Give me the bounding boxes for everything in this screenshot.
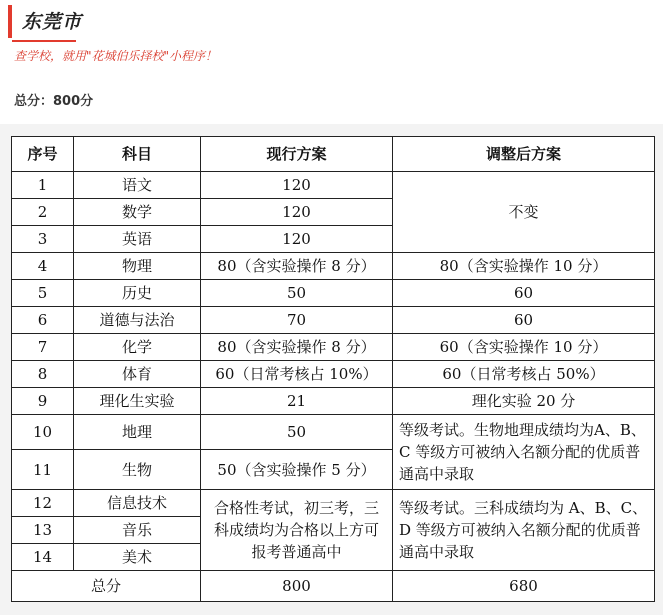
title-underline xyxy=(12,40,76,42)
row-current: 120 xyxy=(201,199,393,226)
row-no: 8 xyxy=(12,361,74,388)
row-no: 5 xyxy=(12,280,74,307)
row-subject: 音乐 xyxy=(74,517,201,544)
row-subject: 信息技术 xyxy=(74,490,201,517)
table-header-row xyxy=(12,137,655,172)
row-current: 120 xyxy=(201,172,393,199)
row-adjusted-merged: 不变 xyxy=(393,172,655,253)
total-score-line: 总分：800分 xyxy=(14,94,94,109)
exam-subject-table xyxy=(11,136,655,602)
row-subject: 地理 xyxy=(74,415,201,450)
row-current-merged: 合格性考试，初三考，三科成绩均为合格以上方可报考普通高中 xyxy=(201,490,393,571)
row-no: 1 xyxy=(12,172,74,199)
row-subject: 生物 xyxy=(74,450,201,490)
total-current: 800 xyxy=(201,571,393,602)
row-no: 6 xyxy=(12,307,74,334)
row-current: 80（含实验操作 8 分） xyxy=(201,253,393,280)
row-no: 2 xyxy=(12,199,74,226)
table-row xyxy=(12,280,655,307)
table-row xyxy=(12,334,655,361)
row-no: 9 xyxy=(12,388,74,415)
row-adjusted: 60（含实验操作 10 分） xyxy=(393,334,655,361)
row-subject: 美术 xyxy=(74,544,201,571)
row-adjusted: 60（日常考核占 50%） xyxy=(393,361,655,388)
row-adjusted: 80（含实验操作 10 分） xyxy=(393,253,655,280)
table-row xyxy=(12,361,655,388)
row-no: 12 xyxy=(12,490,74,517)
page-title: 东莞市 xyxy=(22,11,83,33)
table-total-row xyxy=(12,571,655,602)
row-no: 13 xyxy=(12,517,74,544)
table-row xyxy=(12,388,655,415)
row-no: 11 xyxy=(12,450,74,490)
row-adjusted-merged: 等级考试。三科成绩均为 A、B、C、D 等级方可被纳入名额分配的优质普通高中录取 xyxy=(393,490,655,571)
total-adjusted: 680 xyxy=(393,571,655,602)
row-no: 3 xyxy=(12,226,74,253)
row-no: 14 xyxy=(12,544,74,571)
row-no: 4 xyxy=(12,253,74,280)
row-current: 50 xyxy=(201,280,393,307)
row-subject: 体育 xyxy=(74,361,201,388)
row-subject: 理化生实验 xyxy=(74,388,201,415)
row-no: 10 xyxy=(12,415,74,450)
row-current: 70 xyxy=(201,307,393,334)
row-subject: 英语 xyxy=(74,226,201,253)
total-label: 总分 xyxy=(12,571,201,602)
header-current-plan: 现行方案 xyxy=(201,137,393,172)
table-row xyxy=(12,415,655,450)
row-subject: 物理 xyxy=(74,253,201,280)
row-adjusted: 60 xyxy=(393,280,655,307)
row-current: 80（含实验操作 8 分） xyxy=(201,334,393,361)
row-adjusted: 理化实验 20 分 xyxy=(393,388,655,415)
row-current: 120 xyxy=(201,226,393,253)
row-no: 7 xyxy=(12,334,74,361)
table-row xyxy=(12,253,655,280)
row-adjusted: 60 xyxy=(393,307,655,334)
row-current: 60（日常考核占 10%） xyxy=(201,361,393,388)
row-subject: 化学 xyxy=(74,334,201,361)
promo-subtitle: 查学校，就用"花城伯乐择校"小程序！ xyxy=(14,49,218,63)
header-no: 序号 xyxy=(12,137,74,172)
header-subject: 科目 xyxy=(74,137,201,172)
row-subject: 历史 xyxy=(74,280,201,307)
row-subject: 语文 xyxy=(74,172,201,199)
table-row xyxy=(12,490,655,517)
row-current: 50（含实验操作 5 分） xyxy=(201,450,393,490)
row-subject: 数学 xyxy=(74,199,201,226)
row-current: 21 xyxy=(201,388,393,415)
table-row xyxy=(12,172,655,199)
row-adjusted-merged: 等级考试。生物地理成绩均为A、B、C 等级方可被纳入名额分配的优质普通高中录取 xyxy=(393,415,655,490)
table-row xyxy=(12,307,655,334)
header-adjusted-plan: 调整后方案 xyxy=(393,137,655,172)
row-current: 50 xyxy=(201,415,393,450)
row-subject: 道德与法治 xyxy=(74,307,201,334)
